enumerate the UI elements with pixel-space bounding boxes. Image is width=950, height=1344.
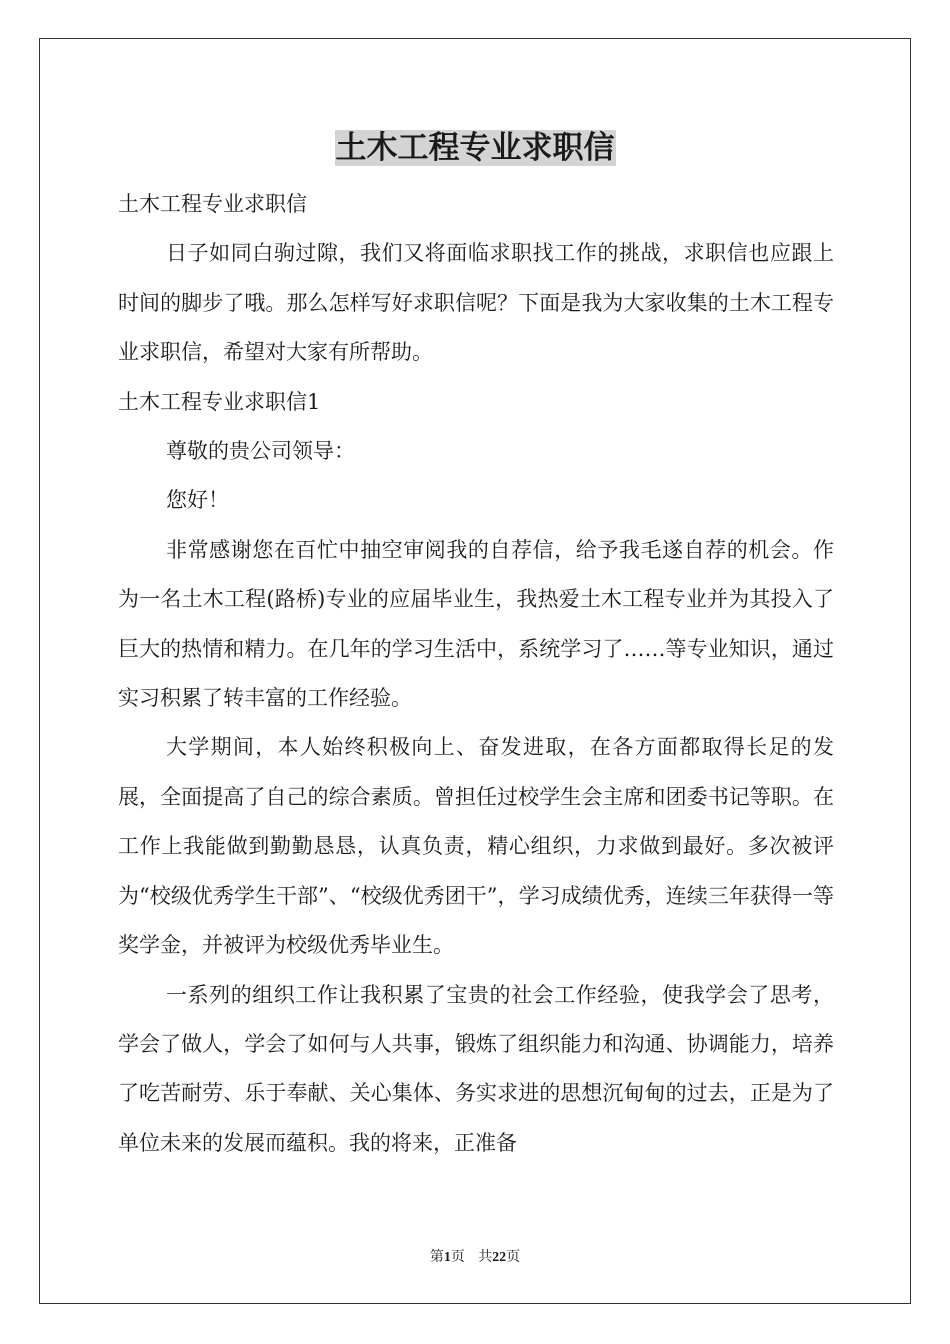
- footer-page-suffix: 页: [450, 1249, 465, 1265]
- footer-total-prefix: 共: [478, 1249, 493, 1265]
- footer-total-pages: 22: [492, 1250, 507, 1265]
- page-footer: [0, 1248, 950, 1267]
- paragraph: 土木工程专业求职信1: [118, 389, 321, 414]
- document-body: [118, 180, 834, 1168]
- paragraph: 日子如同白驹过隙，我们又将面临求职找工作的挑战，求职信也应跟上时间的脚步了哦。那么怎样写好求职信呢？下面是我为大家收集的土木工程专业求职信，希望对大家有所帮助。: [118, 241, 834, 365]
- footer-total-suffix: 页: [506, 1249, 521, 1265]
- document-title-text: 土木工程专业求职信: [335, 130, 615, 166]
- paragraph: 土木工程专业求职信: [118, 192, 307, 216]
- paragraph: 大学期间，本人始终积极向上、奋发进取，在各方面都取得长足的发展，全面提高了自己的综合素质。曾担任过校学生会主席和团委书记等职。在工作上我能做到勤勤恳恳，认真负责，精心组织，力求做到最好。多次被评为“校级优秀学生干部”、“校级优秀团干”，学习成绩优秀，连续三年获得一等奖学金，并被评为校级优秀毕业生。: [118, 735, 834, 958]
- document-title: [0, 126, 950, 170]
- paragraph: 您好！: [166, 488, 229, 513]
- footer-page-prefix: 第: [429, 1249, 444, 1265]
- paragraph: 一系列的组织工作让我积累了宝贵的社会工作经验，使我学会了思考，学会了做人，学会了如何与人共事，锻炼了组织能力和沟通、协调能力，培养了吃苦耐劳、乐于奉献、关心集体、务实求进的思想沉甸甸的过去，正是为了单位未来的发展而蕴积。我的将来，正准备: [118, 982, 834, 1155]
- footer-page-number: 1: [443, 1250, 451, 1265]
- paragraph: 尊敬的贵公司领导：: [166, 439, 355, 464]
- paragraph: 非常感谢您在百忙中抽空审阅我的自荐信，给予我毛遂自荐的机会。作为一名土木工程(路桥)专业的应届毕业生，我热爱土木工程专业并为其投入了巨大的热情和精力。在几年的学习生活中，系统学习了……等专业知识，通过实习积累了转丰富的工作经验。: [118, 537, 834, 711]
